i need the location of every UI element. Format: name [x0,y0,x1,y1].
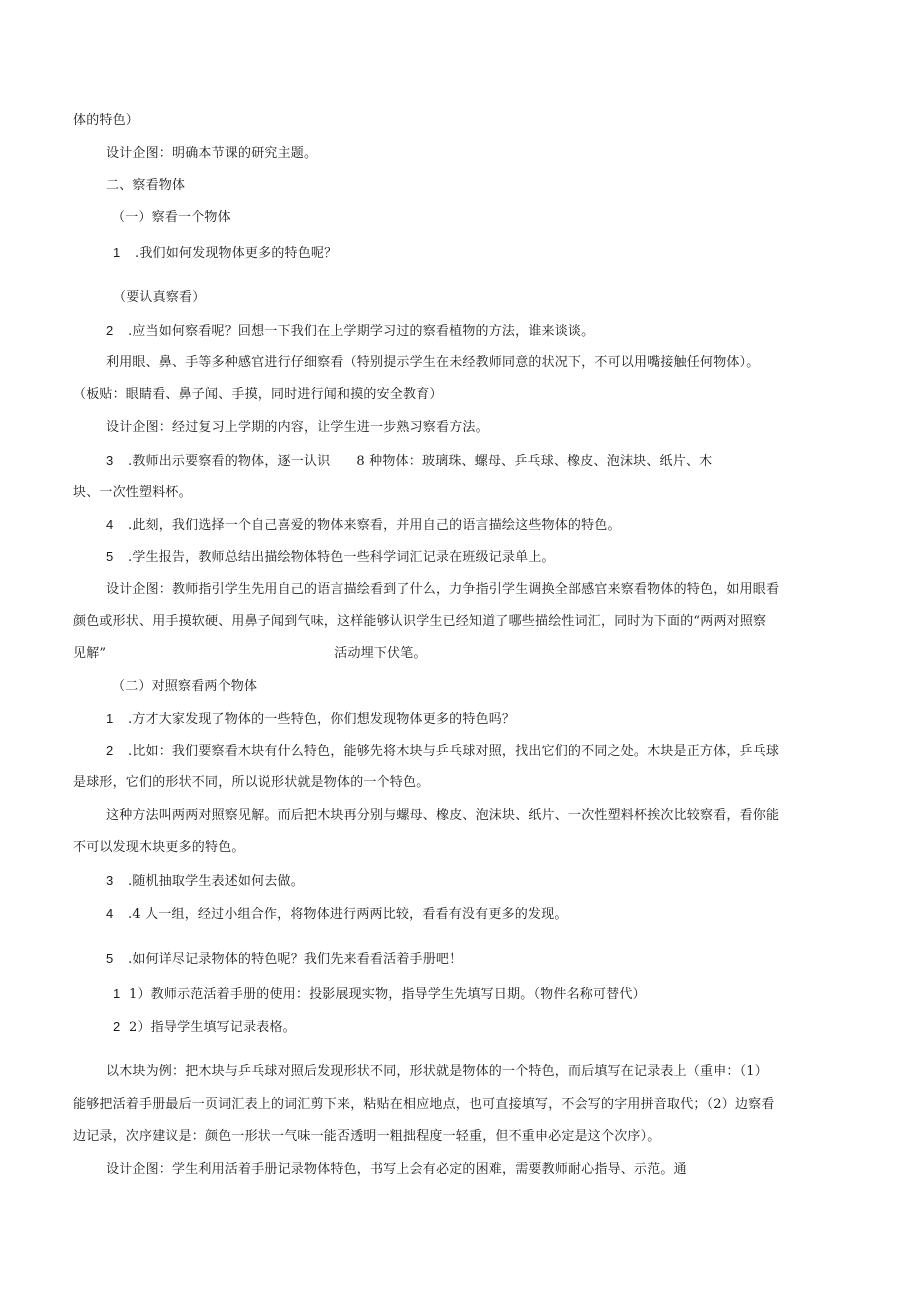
text-line: （板贴：眼睛看、鼻子闻、手摸，同时进行闻和摸的安全教育） [73,387,443,402]
item-number: 5 [106,549,114,564]
numbered-item [106,906,568,923]
numbered-item [106,323,594,340]
item-text: .教师出示要察看的物体，逐一认识 [128,454,331,469]
text-line: 以木块为例：把木块与乒乓球对照后发现形状不同，形状就是物体的一个特色，而后填写在记录表上（重申：（1） [106,1064,768,1079]
numbered-item [113,245,337,262]
text-line: 边记录，次序建议是：颜色一形状一气味一能否透明一粗拙程度一轻重，但不重申必定是这个次序）。 [73,1129,661,1144]
item-text: .方才大家发现了物体的一些特色，你们想发现物体更多的特色吗？ [128,712,516,727]
numbered-item [106,711,515,728]
numbered-subitem [113,1019,296,1036]
text-line: 利用眼、鼻、手等多种感官进行仔细察看（特别提示学生在未经教师同意的状况下，不可以用嘴接触任何物体）。 [106,355,760,370]
text-line: 这种方法叫两两对照察见解。而后把木块再分别与螺母、橡皮、泡沫块、纸片、一次性塑料杯挨次比较察看，看你能 [106,808,780,823]
item-text: .4 人一组，经过小组合作，将物体进行两两比较，看看有没有更多的发现。 [128,907,568,922]
item-text: .学生报告，教师总结出描绘物体特色一些科学词汇记录在班级记录单上。 [128,550,555,565]
text-line: 是球形，它们的形状不同，所以说形状就是物体的一个特色。 [73,775,430,790]
numbered-item [106,517,621,534]
design-intent-line: 设计企图：明确本节课的研究主题。 [106,146,318,161]
subsection-heading: （一）察看一个物体 [112,210,231,225]
numbered-subitem [113,986,646,1003]
numbered-item [106,951,462,968]
item-number: 3 [106,453,114,468]
design-intent-line: 设计企图：经过复习上学期的内容，让学生进一步熟习察看方法。 [106,420,489,435]
text-line: 能够把活着手册最后一页词汇表上的词汇剪下来，粘贴在相应地点，也可直接填写，不会写的字用拼音取代；（2）边察看 [73,1097,775,1112]
numbered-item [106,873,304,890]
numbered-item [106,453,712,470]
item-number: 3 [106,873,114,888]
numbered-item [106,549,555,566]
item-number: 1 [106,711,114,726]
item-number: 2 [106,743,114,758]
text-line: （要认真察看） [113,290,206,305]
item-number: 1 [113,245,121,260]
text-fragment: 活动埋下伏笔。 [334,646,427,661]
item-number: 5 [106,951,114,966]
text-fragment: 见解” [73,646,107,661]
subsection-heading: （二）对照察看两个物体 [112,679,258,694]
item-number: 2 [106,323,114,338]
numbered-item [106,743,779,760]
item-text: .应当如何察看呢？回想一下我们在上学期学习过的察看植物的方法，谁来谈谈。 [128,324,595,339]
text-line [73,646,427,662]
item-text-continued: 8 种物体：玻璃珠、螺母、乒乓球、橡皮、泡沫块、纸片、木 [356,454,713,469]
text-line: 颜色或形状、用手摸软硬、用鼻子闻到气味，这样能够认识学生已经知道了哪些描绘性词汇，同时为下面的“两两对照察 [73,614,767,629]
text-line: 体的特色） [73,113,140,128]
item-text: 2）指导学生填写记录表格。 [129,1020,296,1035]
item-text: .比如：我们要察看木块有什么特色，能够先将木块与乒乓球对照，找出它们的不同之处。木块是正方体，乒乓球 [128,744,780,759]
item-number: 2 [113,1019,121,1034]
design-intent-line: 设计企图：教师指引学生先用自己的语言描绘看到了什么，力争指引学生调换全部感官来察看物体的特色，如用眼看 [106,582,780,597]
text-line: 不可以发现木块更多的特色。 [73,840,245,855]
item-text: .此刻，我们选择一个自己喜爱的物体来察看，并用自己的语言描绘这些物体的特色。 [128,518,621,533]
item-text: .随机抽取学生表述如何去做。 [128,874,304,889]
item-number: 4 [106,517,114,532]
item-text: 1）教师示范活着手册的使用：投影展现实物，指导学生先填写日期。（物件名称可替代） [129,987,646,1002]
design-intent-line: 设计企图：学生利用活着手册记录物体特色，书写上会有必定的困难，需要教师耐心指导、示范。通 [106,1162,687,1177]
item-text: .我们如何发现物体更多的特色呢？ [135,246,338,261]
text-line: 块、一次性塑料杯。 [73,485,192,500]
item-text: .如何详尽记录物体的特色呢？我们先来看看活着手册吧！ [128,952,463,967]
item-number: 4 [106,906,114,921]
section-heading: 二、察看物体 [106,178,186,193]
item-number: 1 [113,986,121,1001]
